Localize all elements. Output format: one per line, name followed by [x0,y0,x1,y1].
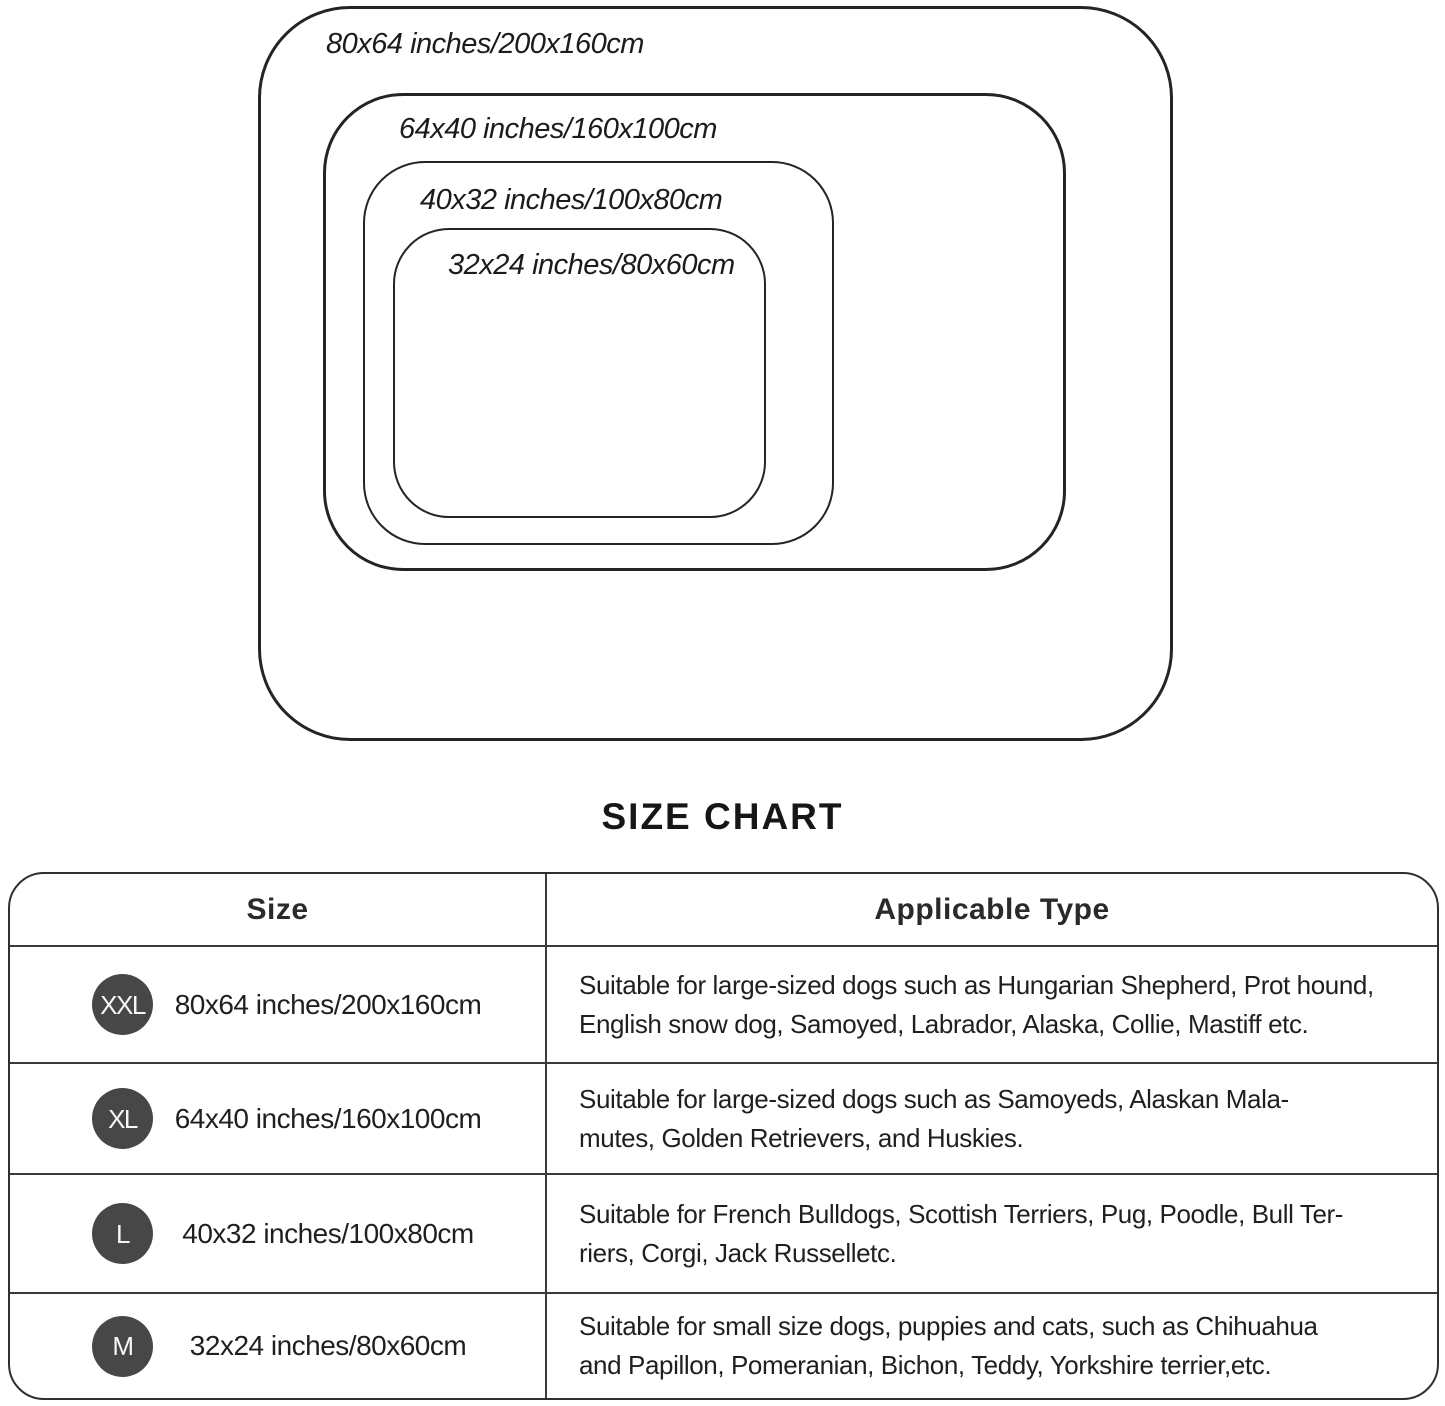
type-text-line: and Papillon, Pomeranian, Bichon, Teddy, Yorkshire terrier,etc. [579,1350,1272,1380]
size-cell [10,947,547,1062]
size-dimensions: 40x32 inches/100x80cm [182,1217,474,1249]
size-rect-label-m: 32x24 inches/80x60cm [448,249,735,281]
column-header-applicable-type: Applicable Type [874,892,1110,926]
column-header-size: Size [10,874,547,945]
table-row-l [10,1173,1437,1292]
size-table [8,872,1439,1400]
size-rect-label-xl: 64x40 inches/160x100cm [399,113,717,145]
size-dimensions: 80x64 inches/200x160cm [174,988,482,1020]
type-text-line: Suitable for small size dogs, puppies and cats, such as Chihuahua [579,1311,1318,1341]
size-dimensions: 32x24 inches/80x60cm [189,1330,467,1361]
type-text-line: riers, Corgi, Jack Russelletc. [579,1237,897,1268]
applicable-type-cell [547,1064,1437,1173]
size-badge-m: M [92,1316,153,1377]
applicable-type-cell [547,1294,1437,1398]
size-cell [10,1294,547,1398]
table-row-m [10,1292,1437,1398]
applicable-type-cell [547,947,1437,1062]
page-title: SIZE CHART [601,796,844,837]
size-cell [10,1175,547,1292]
size-badge-xl: XL [92,1088,153,1149]
table-row-xxl [10,945,1437,1062]
size-cell [10,1064,547,1173]
type-text-line: Suitable for French Bulldogs, Scottish Terriers, Pug, Poodle, Bull Ter- [579,1198,1344,1229]
type-text-line: English snow dog, Samoyed, Labrador, Alaska, Collie, Mastiff etc. [579,1008,1309,1039]
size-badge-l: L [92,1203,153,1264]
size-rect-label-l: 40x32 inches/100x80cm [420,184,723,216]
table-header-row [10,874,1437,945]
applicable-type-cell [547,1175,1437,1292]
size-rect-label-xxl: 80x64 inches/200x160cm [326,28,644,60]
table-row-xl [10,1062,1437,1173]
size-badge-xxl: XXL [92,974,153,1035]
type-text-line: mutes, Golden Retrievers, and Huskies. [579,1122,1024,1153]
size-dimensions: 64x40 inches/160x100cm [174,1102,482,1134]
type-text-line: Suitable for large-sized dogs such as Hungarian Shepherd, Prot hound, [579,969,1374,1000]
type-text-line: Suitable for large-sized dogs such as Samoyeds, Alaskan Mala- [579,1083,1289,1114]
